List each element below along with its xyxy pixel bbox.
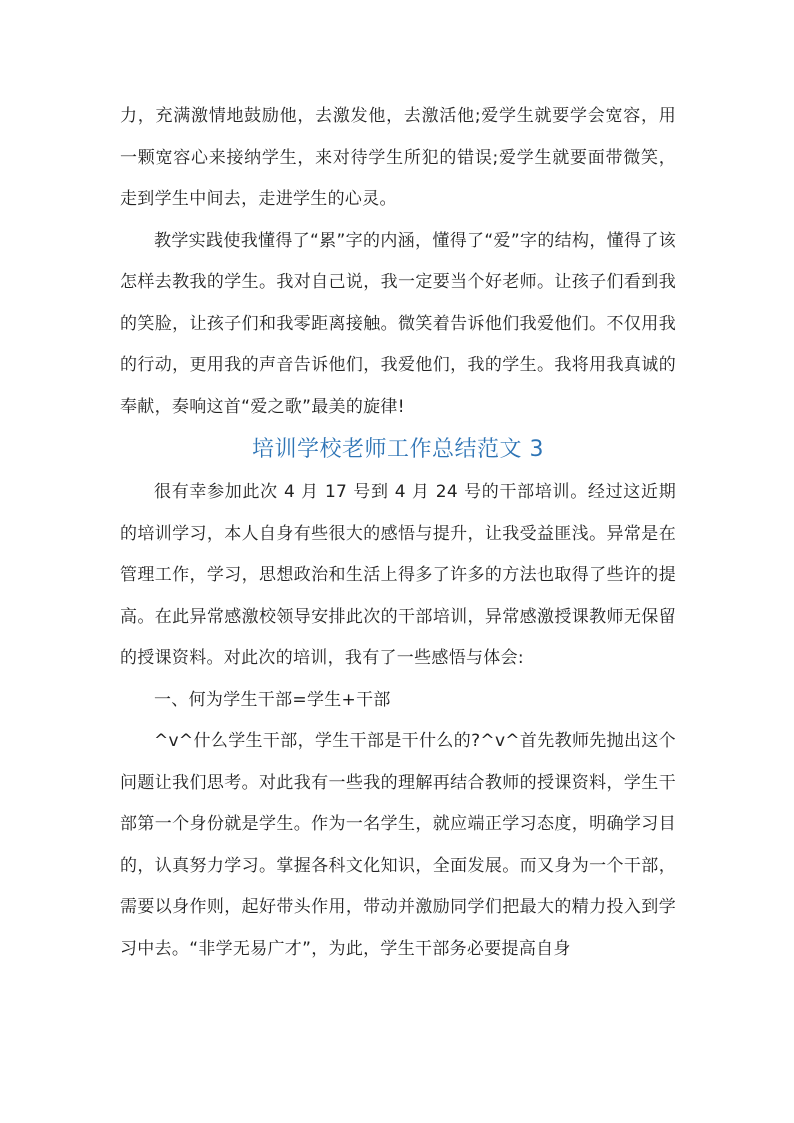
paragraph-what-is-student-cadre: ^v^什么学生干部，学生干部是干什么的?^v^首先教师先抛出这个问题让我们思考。对此我有一些我的理解再结合教师的授课资料，学生干部第一个身份就是学生。作为一名学生，就应端正学习态度，明确学习目的，认真努力学习。掌握各科文化知识，全面发展。而又身为一个干部，需要以身作则，起好带头作用，带动并激励同学们把最大的精力投入到学习中去。“非学无易广才”，为此，学生干部务必要提高自身 <box>120 731 676 959</box>
section-title: 培训学校老师工作总结范文 3 <box>252 437 544 462</box>
document-page <box>120 96 676 970</box>
paragraph-training-intro: 很有幸参加此次 4 月 17 号到 4 月 24 号的干部培训。经过这近期的培训学习，本人自身有些很大的感悟与提升，让我受益匪浅。异常是在管理工作，学习，思想政治和生活上得多了许多的方法也取得了些许的提高。在此异常感激校领导安排此次的干部培训，异常感激授课教师无保留的授课资料。对此次的培训，我有了一些感悟与体会: <box>120 482 676 668</box>
paragraph-subheading-student-cadre: 一、何为学生干部=学生+干部 <box>154 689 391 710</box>
paragraph-teaching-practice: 教学实践使我懂得了“累”字的内涵，懂得了“爱”字的结构，懂得了该怎样去教我的学生。我对自己说，我一定要当个好老师。让孩子们看到我的笑脸，让孩子们和我零距离接触。微笑着告诉他们我爱他们。不仅用我的行动，更用我的声音告诉他们，我爱他们，我的学生。我将用我真诚的奉献，奏响这首“爱之歌”最美的旋律! <box>120 230 676 417</box>
paragraph-love-students: 力，充满激情地鼓励他，去激发他，去激活他;爱学生就要学会宽容，用一颗宽容心来接纳学生，来对待学生所犯的错误;爱学生就要面带微笑，走到学生中间去，走进学生的心灵。 <box>120 106 676 209</box>
